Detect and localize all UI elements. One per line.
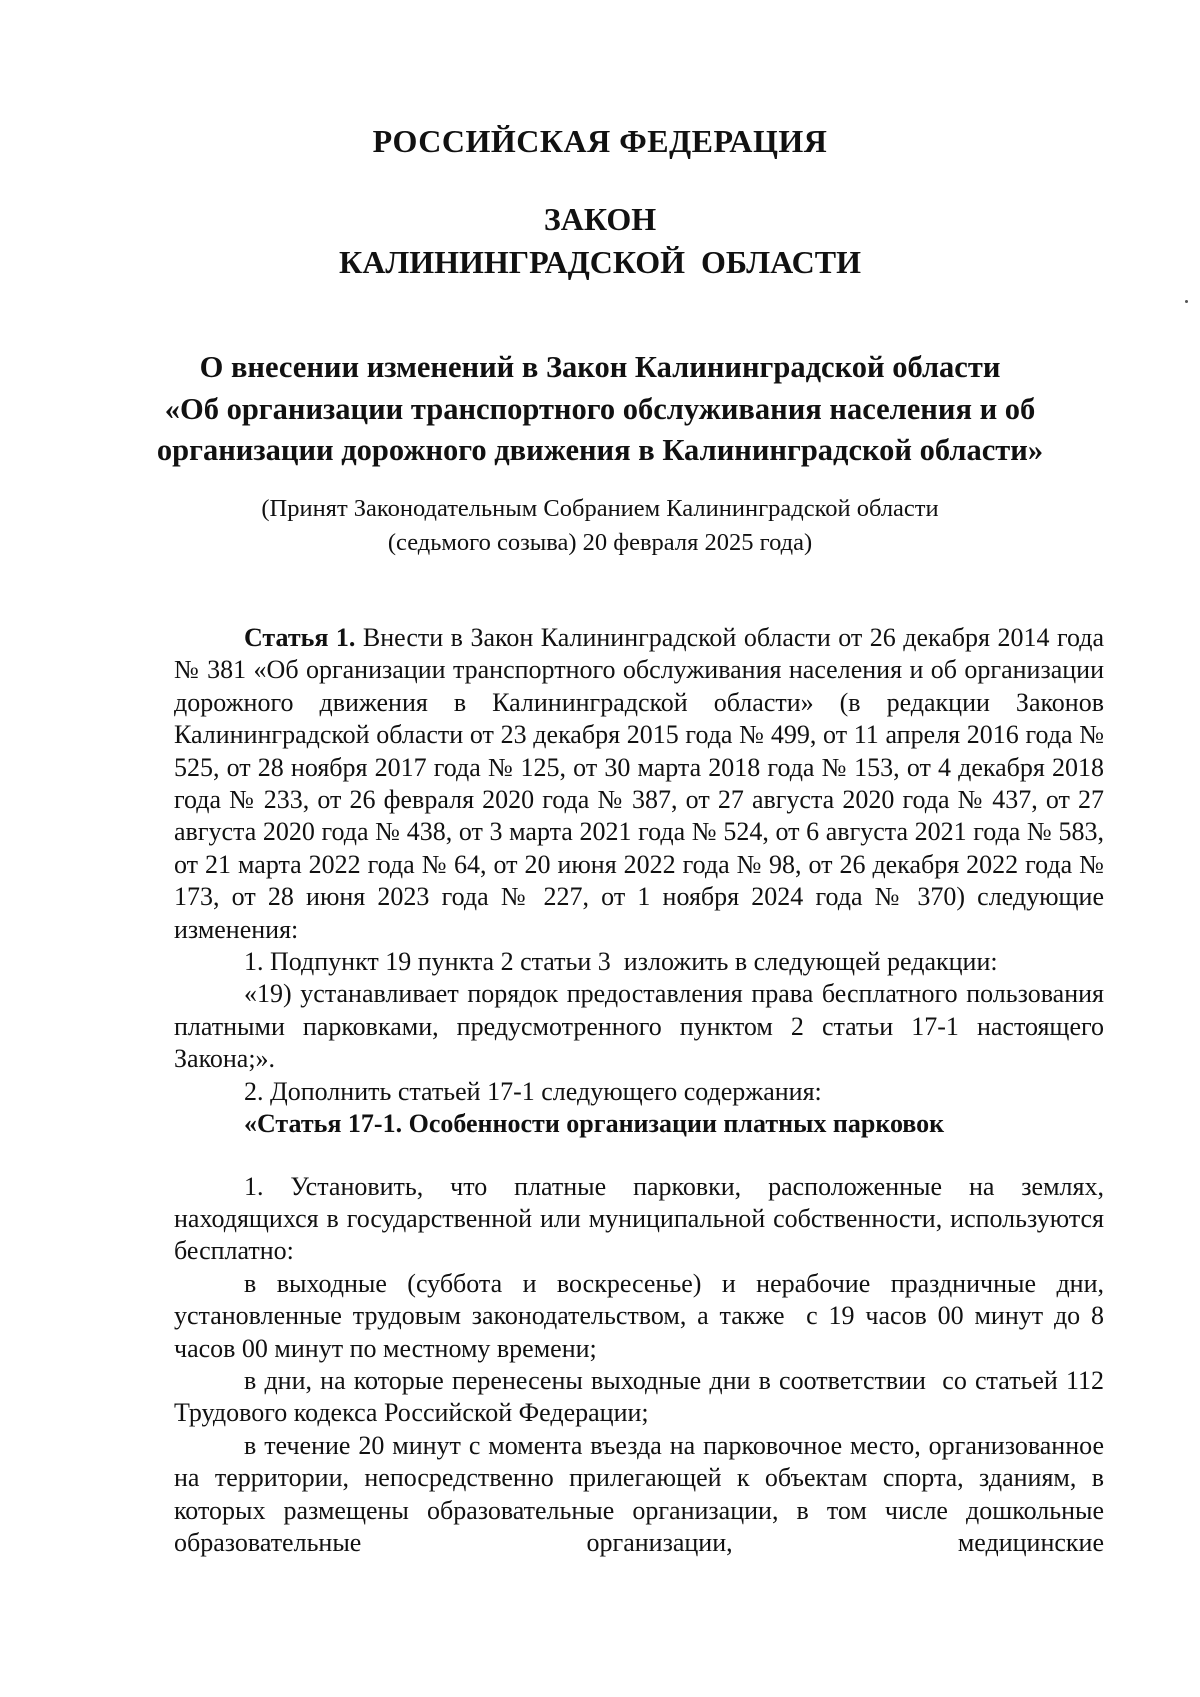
country-title: РОССИЙСКАЯ ФЕДЕРАЦИЯ (372, 123, 828, 159)
adoption-line-2: (седьмого созыва) 20 февраля 2025 года) (387, 529, 813, 556)
subject-line-1: О внесении изменений в Закон Калининградской области (199, 350, 1001, 384)
article-17-1-paragraph-2: в выходные (суббота и воскресенье) и нерабочие праздничные дни, установленные трудовым законодательством, а также с 19 часов 00 минут до 8 часов 00 минут по местному времени; (174, 1268, 1111, 1363)
adoption-note (0, 492, 1200, 560)
region-name: КАЛИНИНГРАДСКОЙ ОБЛАСТИ (339, 244, 861, 280)
article-17-1-paragraph-1: 1. Установить, что платные парковки, расположенные на землях, находящихся в государственной или муниципальной собственности, используются бесплатно: (174, 1171, 1104, 1266)
subject-line-3: организации дорожного движения в Калининградской области» (156, 433, 1044, 467)
subject-line-2: «Об организации транспортного обслуживания населения и об (164, 391, 1036, 426)
article-17-1-paragraph-3: в дни, на которые перенесены выходные дни в соответствии со статьей 112 Трудового кодекса Российской Федерации; (174, 1365, 1111, 1428)
item-1-text: «19) устанавливает порядок предоставления права бесплатного пользования платными парковками, предусмотренного пунктом 2 статьи 17-1 настоящего Закона;». (174, 979, 1104, 1074)
article-1-text: Внести в Закон Калининградской области от 26 декабря 2014 года № 381 «Об организации транспортного обслуживания населения и об организации дорожного движения в Калининградской области» (в редакции Законов Калининградской области от 23 декабря 2015 года № 499, от 11 апреля 2016 года № 525, от 28 ноября 2017 года № 125, от 30 марта 2018 года № 153, от 4 декабря 2018 года № 233, от 26 февраля 2020 года № 387, от 27 августа 2020 года № 437, от 27 августа 2020 года № 438, от 3 марта 2021 года № 524, от 6 августа 2021 года № 583, от 21 марта 2022 года № 64, от 20 июня 2022 года № 98, от 26 декабря 2022 года № 173, от 28 июня 2023 года № 227, от 1 ноября 2024 года № 370) следующие изменения: (174, 623, 1104, 944)
article-17-1-paragraph-4: в течение 20 минут с момента въезда на парковочное место, организованное на территории, непосредственно прилегающей к объектам спорта, зданиям, в которых размещены образовательные организации, в том числе дошкольные образовательные организации, медицинские (174, 1430, 1104, 1557)
article-1-label: Статья 1. (244, 623, 356, 652)
item-2: 2. Дополнить статьей 17-1 следующего содержания: (244, 1076, 822, 1106)
law-subject (0, 347, 1200, 472)
adoption-line-1: (Принят Законодательным Собранием Калининградской области (261, 495, 939, 522)
article-1-paragraph (174, 622, 1104, 946)
scan-speck (1185, 300, 1188, 303)
law-body (174, 622, 1111, 1559)
item-1: 1. Подпункт 19 пункта 2 статьи 3 изложить в следующей редакции: (244, 947, 998, 977)
law-title (0, 198, 1200, 284)
law-word: ЗАКОН (543, 201, 657, 237)
new-article-heading: «Статья 17-1. Особенности организации платных парковок (244, 1109, 945, 1139)
